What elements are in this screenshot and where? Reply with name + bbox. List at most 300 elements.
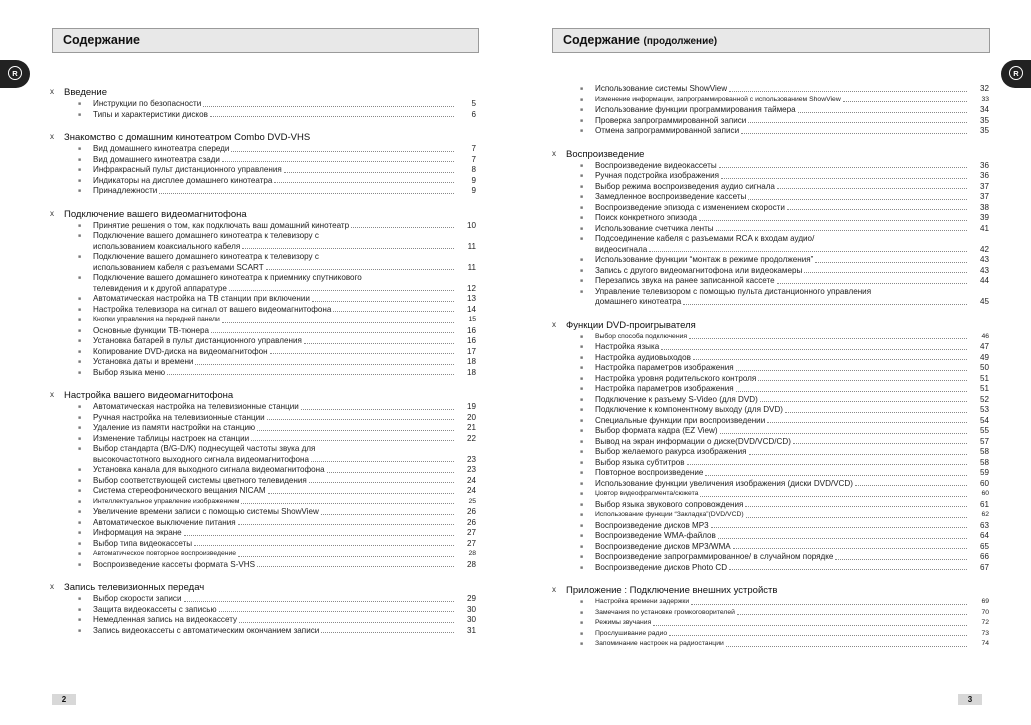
entry-text: Выбор типа видеокассеты [93,538,193,548]
toc-entry[interactable] [552,458,989,469]
entry-page-number: 22 [466,433,476,443]
dot-leader [700,496,967,497]
dot-leader [238,524,454,525]
dot-leader [321,632,454,633]
entry-page-number: 28 [466,559,476,569]
toc-entry[interactable] [552,395,989,406]
bullet-icon: ■ [580,236,584,242]
bullet-icon: ■ [580,491,584,497]
entry-page-number: 70 [981,608,989,616]
toc-entry[interactable] [50,434,476,445]
toc-section [50,390,476,570]
entry-text: Установка даты и времени [93,357,194,366]
entry-text: Вид домашнего кинотеатра сзади [93,154,220,164]
entry-page-number: 72 [981,619,989,626]
bullet-icon: ■ [580,564,584,571]
bullet-icon: ■ [78,317,82,323]
dot-leader [777,283,967,284]
entry-text: Изменение информации, запрограммированной с использованием ShowView [595,95,841,103]
entry-page-number: 27 [466,528,476,537]
toc-entry[interactable] [50,326,476,337]
entry-page-number: 63 [979,520,989,530]
entry-page-number: 58 [979,457,989,467]
dot-leader [195,364,454,365]
toc-entry[interactable] [50,615,476,626]
bullet-icon: ■ [78,551,82,557]
entry-page-number: 16 [466,325,476,335]
dot-leader [721,178,967,179]
entry-page-number: 26 [466,517,476,527]
bullet-icon: ■ [78,414,82,421]
entry-text: Использование счетчика ленты [595,223,714,233]
dot-leader [726,646,967,647]
toc-entry[interactable] [552,192,989,203]
toc-entry[interactable] [552,416,989,427]
entry-text: Выбор формата кадра (EZ View) [595,426,718,435]
toc-entry[interactable] [552,500,989,511]
dot-leader [711,527,967,528]
entry-page-number: 27 [466,538,476,548]
toc-entry[interactable] [50,176,476,187]
toc-entry[interactable] [552,608,989,619]
toc-entry[interactable] [552,468,989,479]
entry-text: домашнего кинотеатра [595,297,682,306]
bullet-icon: ■ [580,630,584,637]
section-title: x Настройка вашего видеомагнитофона [50,390,476,402]
dot-leader [301,409,454,410]
dot-leader [333,311,454,312]
entry-text: Воспроизведение дисков Photo CD [595,562,728,572]
bullet-icon: ■ [580,128,584,134]
toc-entry[interactable] [50,497,476,508]
bullet-icon: ■ [78,435,82,442]
toc-entry[interactable] [552,597,989,608]
toc-entry[interactable] [552,374,989,385]
entry-page-number: 53 [979,405,989,414]
dot-leader [687,464,967,465]
toc-entry[interactable] [50,110,476,121]
dot-leader [167,374,454,375]
entry-text: Ручная подстройка изображения [595,171,720,180]
toc-entry[interactable] [552,629,989,640]
entry-page-number: 24 [466,475,476,485]
toc-entry[interactable] [50,465,476,476]
entry-text: Воспроизведение дисков MP3 [595,520,709,530]
entry-page-number: 30 [466,604,476,614]
bullet-icon: ■ [580,512,584,518]
entry-text: Информация на экране [93,528,182,537]
bullet-icon: ■ [580,428,584,434]
toc-entry[interactable] [552,552,989,563]
entry-text: Копирование DVD-диска на видеомагнитофон [93,346,268,356]
toc-entry[interactable] [552,203,989,214]
dot-leader [219,611,454,612]
entry-page-number: 39 [979,213,989,222]
toc-entry[interactable] [552,182,989,193]
dot-leader [689,338,967,339]
entry-page-number: 65 [979,541,989,551]
toc-entry[interactable] [552,105,989,116]
page-number: 3 [958,694,982,705]
bullet-icon: ■ [580,194,584,200]
toc-entry[interactable] [50,560,476,571]
entry-text: Типы и характеристики дисков [93,109,208,119]
dot-leader [760,401,967,402]
bullet-icon: ■ [78,530,82,536]
toc-entry[interactable] [552,332,989,343]
dot-leader [270,353,454,354]
toc-section [50,87,476,120]
bullet-icon: ■ [580,204,584,211]
entry-page-number: 64 [979,531,989,540]
toc-entry[interactable] [552,363,989,374]
entry-page-number: 19 [466,402,476,411]
toc-entry[interactable] [552,531,989,542]
entry-text: Кнопки управления на передней панели [93,316,220,323]
toc-entry[interactable] [552,342,989,353]
toc-entry[interactable] [552,384,989,395]
toc-entry[interactable] [50,486,476,497]
entry-text: Выбор стандарта (B/G-D/K) поднесущей частоты звука для [93,444,316,453]
bullet-icon: ■ [580,215,584,221]
entry-page-number: 11 [467,262,476,272]
toc-entry[interactable] [50,605,476,616]
bullet-icon: ■ [580,365,584,371]
bullet-icon: ■ [580,183,584,190]
toc-entry[interactable] [552,437,989,448]
entry-page-number: 31 [466,625,476,635]
entry-text: Выбор способа подключения [595,332,688,340]
toc-entry[interactable] [50,165,476,176]
dot-leader [705,475,967,476]
entry-text: Повторное воспроизведение [595,468,704,477]
page-number: 2 [52,694,76,705]
toc-entry[interactable] [552,95,989,106]
toc-entry[interactable] [50,315,476,326]
bullet-icon: ■ [78,188,82,194]
entry-page-number: 13 [466,294,476,303]
entry-text: Управление телевизором с помощью пульта дистанционного управления [595,286,872,296]
entry-text: Интеллектуальное управление изображением [93,497,240,505]
bullet-icon: ■ [78,446,82,452]
toc-entry[interactable] [50,99,476,110]
toc-entry[interactable] [50,476,476,487]
dot-leader [737,614,967,615]
bullet-icon: ■ [78,233,82,239]
dot-leader [239,622,454,623]
section-title: x Запись телевизионных передач [50,582,476,594]
entry-text: Подключение к компонентному выходу (для DVD) [595,405,783,414]
toc-entry[interactable] [552,542,989,553]
entry-text: Запись с другого видеомагнитофона или видеокамеры [595,265,803,275]
dot-leader [729,91,967,92]
toc-entry[interactable] [50,413,476,424]
entry-text: использованием кабеля с разъемами SCART [93,262,264,272]
entry-text: Замечания по установке громкоговорителей [595,608,735,616]
entry-text: Прослушивание радио [595,629,668,637]
entry-page-number: 41 [979,223,989,233]
toc-entry[interactable] [50,549,476,560]
dot-leader [241,503,454,504]
toc-entry[interactable] [552,234,989,255]
toc-entry[interactable] [552,489,989,500]
toc-entry[interactable] [552,287,989,308]
entry-page-number: 38 [979,202,989,212]
entry-page-number: 61 [979,499,989,509]
entry-page-number: 36 [979,160,989,170]
toc-entry[interactable] [552,618,989,629]
r-badge-icon: R [8,66,22,80]
toc-entry[interactable] [552,126,989,137]
language-tab [1001,60,1031,88]
entry-page-number: 46 [981,332,989,340]
bullet-icon: ■ [580,288,584,295]
entry-text: Выбор режима воспроизведения аудио сигнала [595,181,775,191]
toc-entry[interactable] [552,405,989,416]
dot-leader [311,461,454,462]
entry-page-number: 30 [466,615,476,624]
bullet-icon: ■ [78,222,82,229]
toc-entry[interactable] [50,594,476,605]
entry-text: Использование функции программирования таймера [595,105,796,114]
bullet-icon: ■ [78,306,82,313]
toc-entry[interactable] [552,447,989,458]
toc-entry[interactable] [50,144,476,155]
toc-entry[interactable] [552,161,989,172]
entry-page-number: 60 [979,478,989,488]
toc-entry[interactable] [50,368,476,379]
bullet-icon: ■ [580,225,584,232]
bullet-icon: ■ [78,369,82,376]
toc-entry[interactable] [50,155,476,166]
entry-page-number: 5 [471,99,476,108]
dot-leader [787,209,967,210]
bullet-icon: ■ [580,641,584,647]
toc-entry[interactable] [552,224,989,235]
entry-text: Индикаторы на дисплее домашнего кинотеатра [93,175,273,185]
bullet-icon: ■ [78,359,82,365]
toc-entry[interactable] [552,213,989,224]
entry-page-number: 52 [979,394,989,404]
toc-entry[interactable] [50,626,476,637]
bullet-icon: ■ [78,606,82,613]
entry-text: Подключение к разъему S-Video (для DVD) [595,394,758,404]
dot-leader [720,433,967,434]
r-badge-icon: R [1009,66,1023,80]
dot-leader [653,625,967,626]
dot-leader [785,412,967,413]
bullet-icon: ■ [580,354,584,361]
toc-entry[interactable] [552,276,989,287]
section-title: x Воспроизведение [552,149,989,161]
entry-text: Перезапись звука на ранее записанной кассете [595,276,775,285]
entry-text: Воспроизведение видеокассеты [595,160,717,170]
dot-leader [835,559,967,560]
bullet-icon: ■ [78,404,82,410]
entry-page-number: 7 [471,144,476,153]
toc-entry[interactable] [50,252,476,273]
entry-text: Автоматическая настройка на телевизионные станции [93,402,299,411]
dot-leader [669,635,967,636]
entry-page-number: 73 [981,629,989,637]
entry-text: Вывод на экран информации о диске(DVD/VCD/CD) [595,436,791,446]
dot-leader [327,472,454,473]
dot-leader [222,322,454,323]
bullet-icon: ■ [580,522,584,529]
toc-entry[interactable] [50,231,476,252]
entry-text: Настройка языка [595,342,660,351]
entry-page-number: 35 [979,126,989,135]
entry-page-number: 50 [979,363,989,372]
toc-entry[interactable] [50,336,476,347]
entry-page-number: 54 [979,415,989,425]
toc-entry[interactable] [552,116,989,127]
toc-entry[interactable] [50,423,476,434]
entry-text: использованием коаксиального кабеля [93,241,241,251]
entry-text: Выбор языка субтитров [595,457,685,467]
toc-entry[interactable] [552,84,989,95]
toc-entry[interactable] [50,539,476,550]
entry-text: Выбор скорости записи [93,594,182,603]
section-title: x Функции DVD-проигрывателя [552,320,989,332]
section-title: x Введение [50,87,476,99]
section-title: x Приложение : Подключение внешних устройств [552,585,989,597]
bullet-icon: ■ [580,333,584,340]
entry-text: Запись видеокассеты с автоматическим окончанием записи [93,625,320,635]
entry-page-number: 58 [979,447,989,456]
bullet-icon: ■ [78,540,82,547]
entry-page-number: 67 [979,562,989,572]
dot-leader [746,517,967,518]
toc-entry[interactable] [50,347,476,358]
bullet-icon: ■ [78,596,82,602]
toc-section [552,149,989,308]
entry-text: Настройка аудиовыходов [595,352,691,362]
entry-text: Принятие решения о том, как подключать ваш домашний кинотеатр [93,220,350,230]
toc-entry[interactable] [50,507,476,518]
toc-entry[interactable] [50,518,476,529]
bullet-icon: ■ [580,501,584,508]
entry-page-number: 60 [981,490,989,497]
entry-page-number: 17 [466,346,476,356]
dot-leader [699,220,967,221]
entry-text: Увеличение времени записи с помощью системы ShowView [93,507,319,516]
bullet-icon: ■ [580,375,584,382]
bullet-icon: ■ [78,519,82,526]
bullet-icon: ■ [580,609,584,616]
toc-entry[interactable] [50,528,476,539]
dot-leader [716,230,967,231]
toc-entry[interactable] [552,266,989,277]
entry-text: Замедленное воспроизведение кассеты [595,192,747,201]
bullet-icon: ■ [580,470,584,476]
entry-text: Проверка запрограммированной записи [595,115,747,125]
bullet-icon: ■ [580,449,584,455]
toc-entry[interactable] [552,353,989,364]
toc-entry[interactable] [552,479,989,490]
entry-text: Система стереофонического вещания NICAM [93,486,266,495]
dot-leader [321,514,454,515]
entry-text: Автоматическое повторное воспроизведение [93,550,237,557]
toc-entry[interactable] [552,255,989,266]
bullet-icon: ■ [580,257,584,263]
toc-entry[interactable] [50,221,476,232]
toc-entry[interactable] [552,510,989,521]
entry-page-number: 25 [468,497,476,505]
bullet-icon: ■ [78,167,82,173]
toc-entry[interactable] [50,305,476,316]
entry-page-number: 24 [466,486,476,495]
bullet-icon: ■ [78,627,82,634]
entry-text: Принадлежности [93,186,158,195]
bullet-icon: ■ [78,348,82,355]
entry-page-number: 74 [981,640,989,647]
toc-entry[interactable] [552,521,989,532]
toc-entry[interactable] [50,444,476,465]
dot-leader [661,349,967,350]
bullet-icon: ■ [78,146,82,152]
dot-leader [736,370,967,371]
entry-page-number: 26 [466,507,476,516]
entry-text: Использование функции “Закладка”(DVD/VCD) [595,511,744,518]
toc-entry[interactable] [50,294,476,305]
entry-page-number: 8 [471,165,476,174]
entry-text: Отмена запрограммированной записи [595,126,740,135]
bullet-icon: ■ [78,561,82,568]
entry-text: Поиск конкретного эпизода [595,213,697,222]
entry-page-number: 43 [979,255,989,264]
toc-section [50,209,476,379]
page-title: Содержание [52,28,479,53]
dot-leader [741,133,967,134]
toc-entry[interactable] [552,639,989,650]
dot-leader [719,167,967,168]
entry-page-number: 49 [979,352,989,362]
toc-entry[interactable] [50,402,476,413]
entry-page-number: 47 [979,342,989,351]
bullet-icon: ■ [78,101,82,107]
dot-leader [203,106,454,107]
entry-page-number: 28 [468,550,476,557]
dot-leader [693,359,967,360]
toc-entry[interactable] [50,357,476,368]
toc-entry[interactable] [50,273,476,294]
bullet-icon: ■ [78,111,82,118]
bullet-icon: ■ [580,480,584,487]
entry-page-number: 16 [466,336,476,345]
entry-text: Выбор языка меню [93,367,166,377]
bullet-icon: ■ [78,467,82,473]
entry-text: Использование функции “монтаж в режиме продолжения” [595,255,814,264]
dot-leader [184,535,454,536]
entry-text: Настройка времени задержки [595,598,690,605]
dot-leader [312,301,454,302]
bullet-icon: ■ [78,156,82,163]
entry-page-number: 37 [979,192,989,201]
entry-page-number: 23 [466,465,476,474]
toc-entry[interactable] [552,563,989,574]
entry-page-number: 57 [979,436,989,446]
entry-text: Автоматическое выключение питания [93,517,236,527]
toc-entry[interactable] [50,186,476,197]
dot-leader [777,188,967,189]
toc-entry[interactable] [552,426,989,437]
entry-page-number: 59 [979,468,989,477]
dot-leader [736,391,967,392]
toc-entry[interactable] [552,171,989,182]
bullet-icon: ■ [580,267,584,274]
entry-page-number: 15 [468,316,476,323]
